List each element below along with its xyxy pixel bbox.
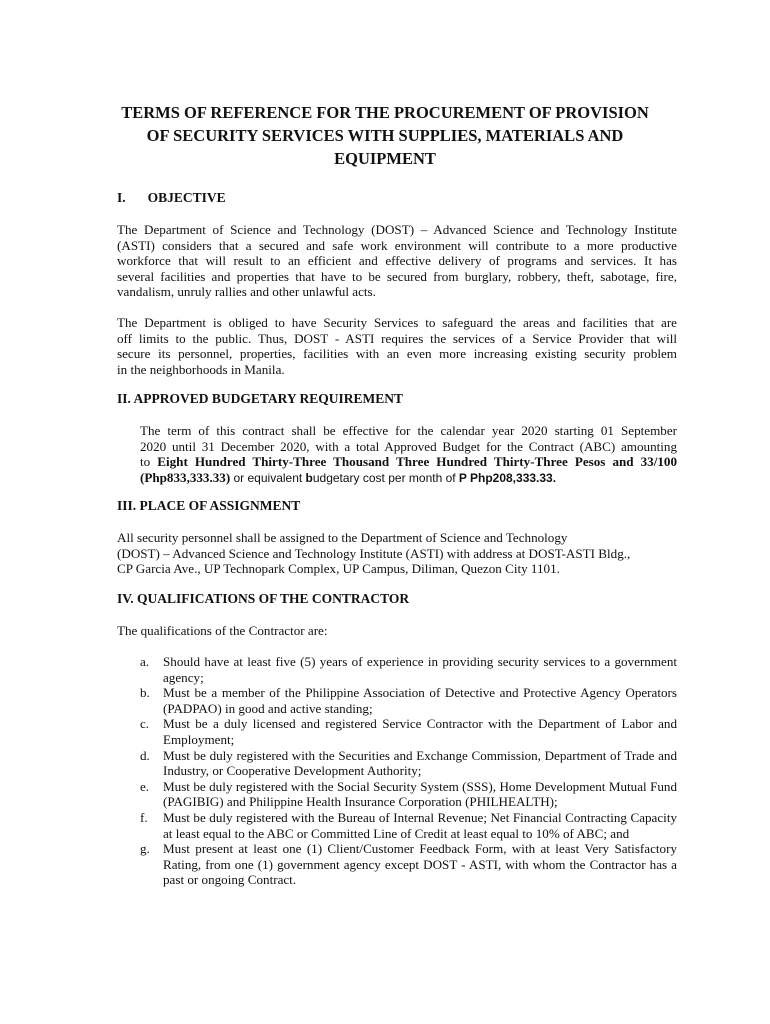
text-line: All security personnel shall be assigned to the Department of Science and Technology — [117, 530, 568, 545]
list-item — [140, 716, 677, 747]
qualifications-list — [140, 654, 677, 888]
list-item — [140, 654, 677, 685]
text-line: off limits to the public. Thus, DOST - ASTI requires the services of a Service Provider that will — [117, 330, 677, 346]
title-line-1: TERMS OF REFERENCE FOR THE PROCUREMENT OF PROVISION — [121, 103, 649, 122]
list-marker: e. — [140, 778, 150, 794]
text-line: The Department is obliged to have Security Services to safeguard the areas and facilities that are — [117, 315, 677, 330]
qualifications-intro: The qualifications of the Contractor are: — [117, 623, 328, 638]
budget-amount-words: Eight Hundred Thirty-Three Thousand Three Hundred Thirty-Three Pesos and 33/100 — [157, 454, 677, 470]
budget-amount-figure: (Php833,333.33) — [140, 469, 231, 485]
section-heading-objective — [117, 190, 226, 206]
list-marker: d. — [140, 747, 150, 763]
text-line: (ASTI) considers that a secured and safe work environment will contribute to a more productive — [117, 237, 677, 253]
budget-paragraph — [140, 423, 677, 486]
document-title — [90, 101, 680, 170]
list-item-text: Must be a member of the Philippine Association of Detective and Protective Agency Operators (PADPAO) in good and active standing; — [163, 685, 677, 716]
title-line-3: EQUIPMENT — [334, 149, 436, 168]
text-line: several facilities and properties that have to be secured from burglary, robbery, theft, sabotage, fire, — [117, 268, 677, 284]
objective-paragraph-1 — [117, 222, 677, 300]
list-item-text: Must be duly registered with the Securities and Exchange Commission, Department of Trade and Industry, or Cooperative Development Authority; — [163, 747, 677, 779]
budget-text-pre: to — [140, 454, 151, 470]
list-item-text: Must be duly registered with the Social Security System (SSS), Home Development Mutual Fund (PAGIBIG) and Philippine Health Insurance Corporation (PHILHEALTH); — [163, 778, 677, 810]
text-line: in the neighborhoods in Manila. — [117, 361, 285, 377]
section-heading-budget: II. APPROVED BUDGETARY REQUIREMENT — [117, 391, 404, 406]
list-item — [140, 810, 677, 841]
text-line: CP Garcia Ave., UP Technopark Complex, UP Campus, Diliman, Quezon City 1101. — [117, 561, 560, 577]
section-heading-place: III. PLACE OF ASSIGNMENT — [117, 498, 301, 513]
text-line: 2020 until 31 December 2020, with a total Approved Budget for the Contract (ABC) amounting — [140, 438, 677, 454]
budget-equivalent-label: or equivalent — [233, 470, 303, 485]
place-paragraph — [117, 530, 677, 577]
text-line: The Department of Science and Technology (DOST) – Advanced Science and Technology Institute — [117, 222, 677, 237]
list-marker: f. — [140, 809, 148, 825]
heading-number: I. — [117, 190, 126, 205]
list-marker: g. — [140, 841, 150, 857]
list-marker: a. — [140, 654, 150, 669]
budget-bold-letter: b — [305, 470, 313, 485]
list-item-text: Must present at least one (1) Client/Customer Feedback Form, with at least Very Satisfactory Rating, from one (1) government agency except DOST - ASTI, with whom the Contractor has a past or ongoing Contract. — [163, 841, 677, 888]
list-marker: c. — [140, 716, 150, 732]
title-line-2: OF SECURITY SERVICES WITH SUPPLIES, MATERIALS AND — [146, 126, 624, 145]
list-item — [140, 841, 677, 888]
text-line: workforce that will result to an efficient and effective delivery of programs and services. It has — [117, 253, 677, 269]
list-item-text: Must be duly registered with the Bureau of Internal Revenue; Net Financial Contracting Capacity at least equal to the ABC or Committed Line of Credit at least equal to 10% of ABC; and — [163, 809, 677, 841]
list-item — [140, 748, 677, 779]
text-line: The term of this contract shall be effective for the calendar year 2020 starting 01 September — [140, 423, 677, 438]
heading-text: OBJECTIVE — [147, 190, 226, 205]
list-item — [140, 779, 677, 810]
text-line: secure its personnel, properties, facilities with an even more increasing existing security problem — [117, 346, 677, 362]
text-line: (DOST) – Advanced Science and Technology Institute (ASTI) with address at DOST-ASTI Bldg., — [117, 545, 631, 561]
text-line — [140, 454, 677, 470]
list-item — [140, 685, 677, 716]
text-line: vandalism, unruly rallies and other unlawful acts. — [117, 284, 376, 300]
text-line — [140, 470, 677, 487]
budget-monthly-amount: P Php208,333.33. — [458, 470, 557, 485]
budget-monthly-label: udgetary cost per month of — [312, 470, 456, 485]
list-marker: b. — [140, 685, 150, 701]
section-heading-qualifications: IV. QUALIFICATIONS OF THE CONTRACTOR — [117, 591, 410, 606]
list-item-text: Should have at least five (5) years of experience in providing security services to a government agency; — [163, 654, 677, 685]
objective-paragraph-2 — [117, 315, 677, 377]
list-item-text: Must be a duly licensed and registered Service Contractor with the Department of Labor and Employment; — [163, 716, 677, 747]
